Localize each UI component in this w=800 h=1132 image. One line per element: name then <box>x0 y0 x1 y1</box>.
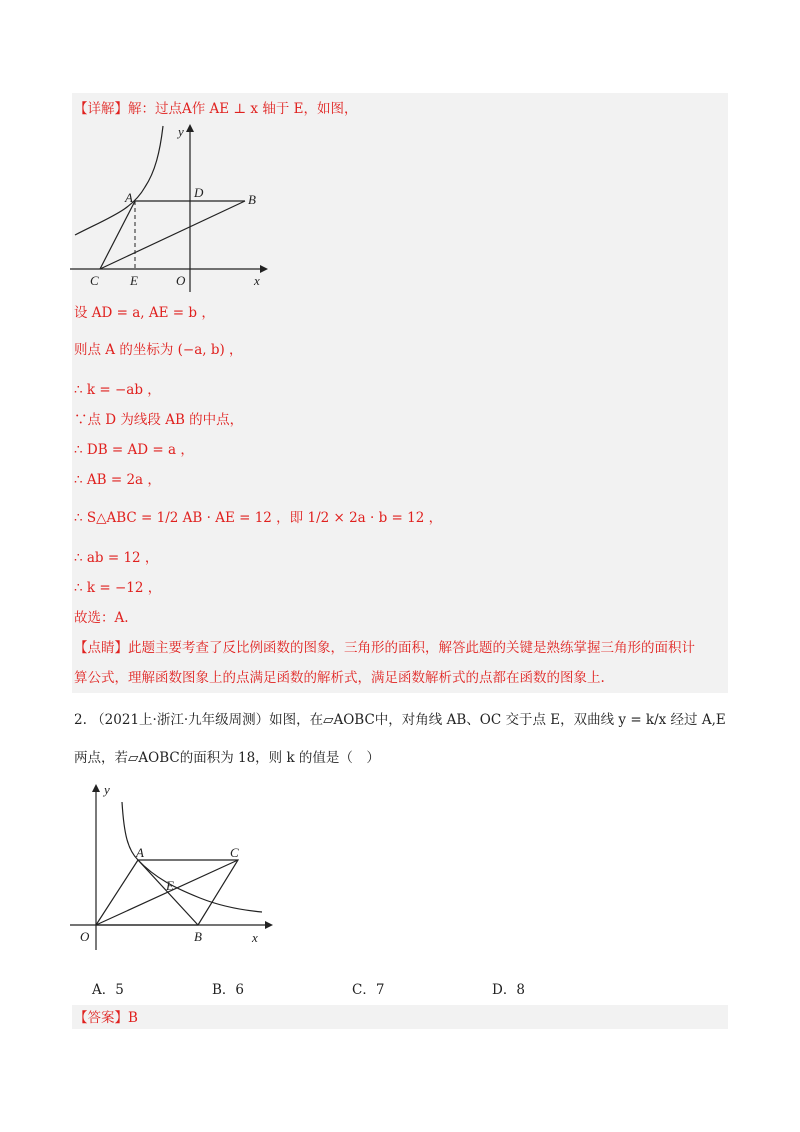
solution-line-10: ∴ k = −12 ， <box>74 580 162 596</box>
figure-2 <box>70 780 280 950</box>
answer-line: 【答案】B <box>74 1010 138 1026</box>
fig2-label-e: E <box>166 878 174 893</box>
fig2-label-x: x <box>252 930 258 945</box>
fig1-label-b: B <box>248 192 256 207</box>
solution-line-7: ∴ AB = 2a ， <box>74 472 161 488</box>
fig1-label-c: C <box>90 273 99 288</box>
solution-line-8: ∴ S△ABC = 1/2 AB · AE = 12 ，即 1/2 × 2a · b = 12 ， <box>74 510 443 526</box>
fig1-label-x: x <box>254 273 260 288</box>
solution-line-4: ∴ k = −ab ， <box>74 382 161 398</box>
question-2-line-2: 两点，若▱AOBC的面积为 18，则 k 的值是（ ） <box>74 750 380 766</box>
fig2-label-c: C <box>230 845 239 860</box>
fig1-label-d: D <box>194 185 204 200</box>
fig2-label-a: A <box>136 845 144 860</box>
solution-line-9: ∴ ab = 12 ， <box>74 550 159 566</box>
solution-line-6: ∴ DB = AD = a ， <box>74 442 194 458</box>
option-b: B．6 <box>212 982 245 998</box>
solution-line-5: ∵点 D 为线段 AB 的中点， <box>74 412 244 428</box>
option-c: C．7 <box>352 982 385 998</box>
fig1-label-o: O <box>176 273 186 288</box>
fig2-label-y: y <box>104 782 110 797</box>
fig2-label-o: O <box>80 929 90 944</box>
fig1-label-y: y <box>178 124 184 139</box>
fig1-label-e: E <box>130 273 138 288</box>
solution-line-2: 设 AD = a, AE = b ， <box>74 305 215 321</box>
solution-line-11: 故选：A. <box>74 610 129 626</box>
option-d: D．8 <box>492 982 525 998</box>
comment-line-2: 算公式，理解函数图象上的点满足函数的解析式，满足函数解析式的点都在函数的图象上. <box>74 670 605 686</box>
answer-block <box>72 1005 728 1029</box>
solution-line-3: 则点 A 的坐标为 (−a, b) ， <box>74 342 243 358</box>
option-a: A．5 <box>92 982 124 998</box>
question-2-line-1: 2. （2021上·浙江·九年级周测）如图，在▱AOBC中，对角线 AB、OC 交于点 E，双曲线 y = k/x 经过 A,E <box>74 712 726 728</box>
comment-line-1: 【点睛】此题主要考查了反比例函数的图象，三角形的面积，解答此题的关键是熟练掌握三角形的面积计 <box>74 640 695 656</box>
fig1-label-a: A <box>125 190 133 205</box>
fig2-label-b: B <box>194 929 202 944</box>
solution-line-1: 【详解】解：过点A作 AE ⊥ x 轴于 E，如图， <box>74 101 358 117</box>
figure-1 <box>70 122 270 292</box>
